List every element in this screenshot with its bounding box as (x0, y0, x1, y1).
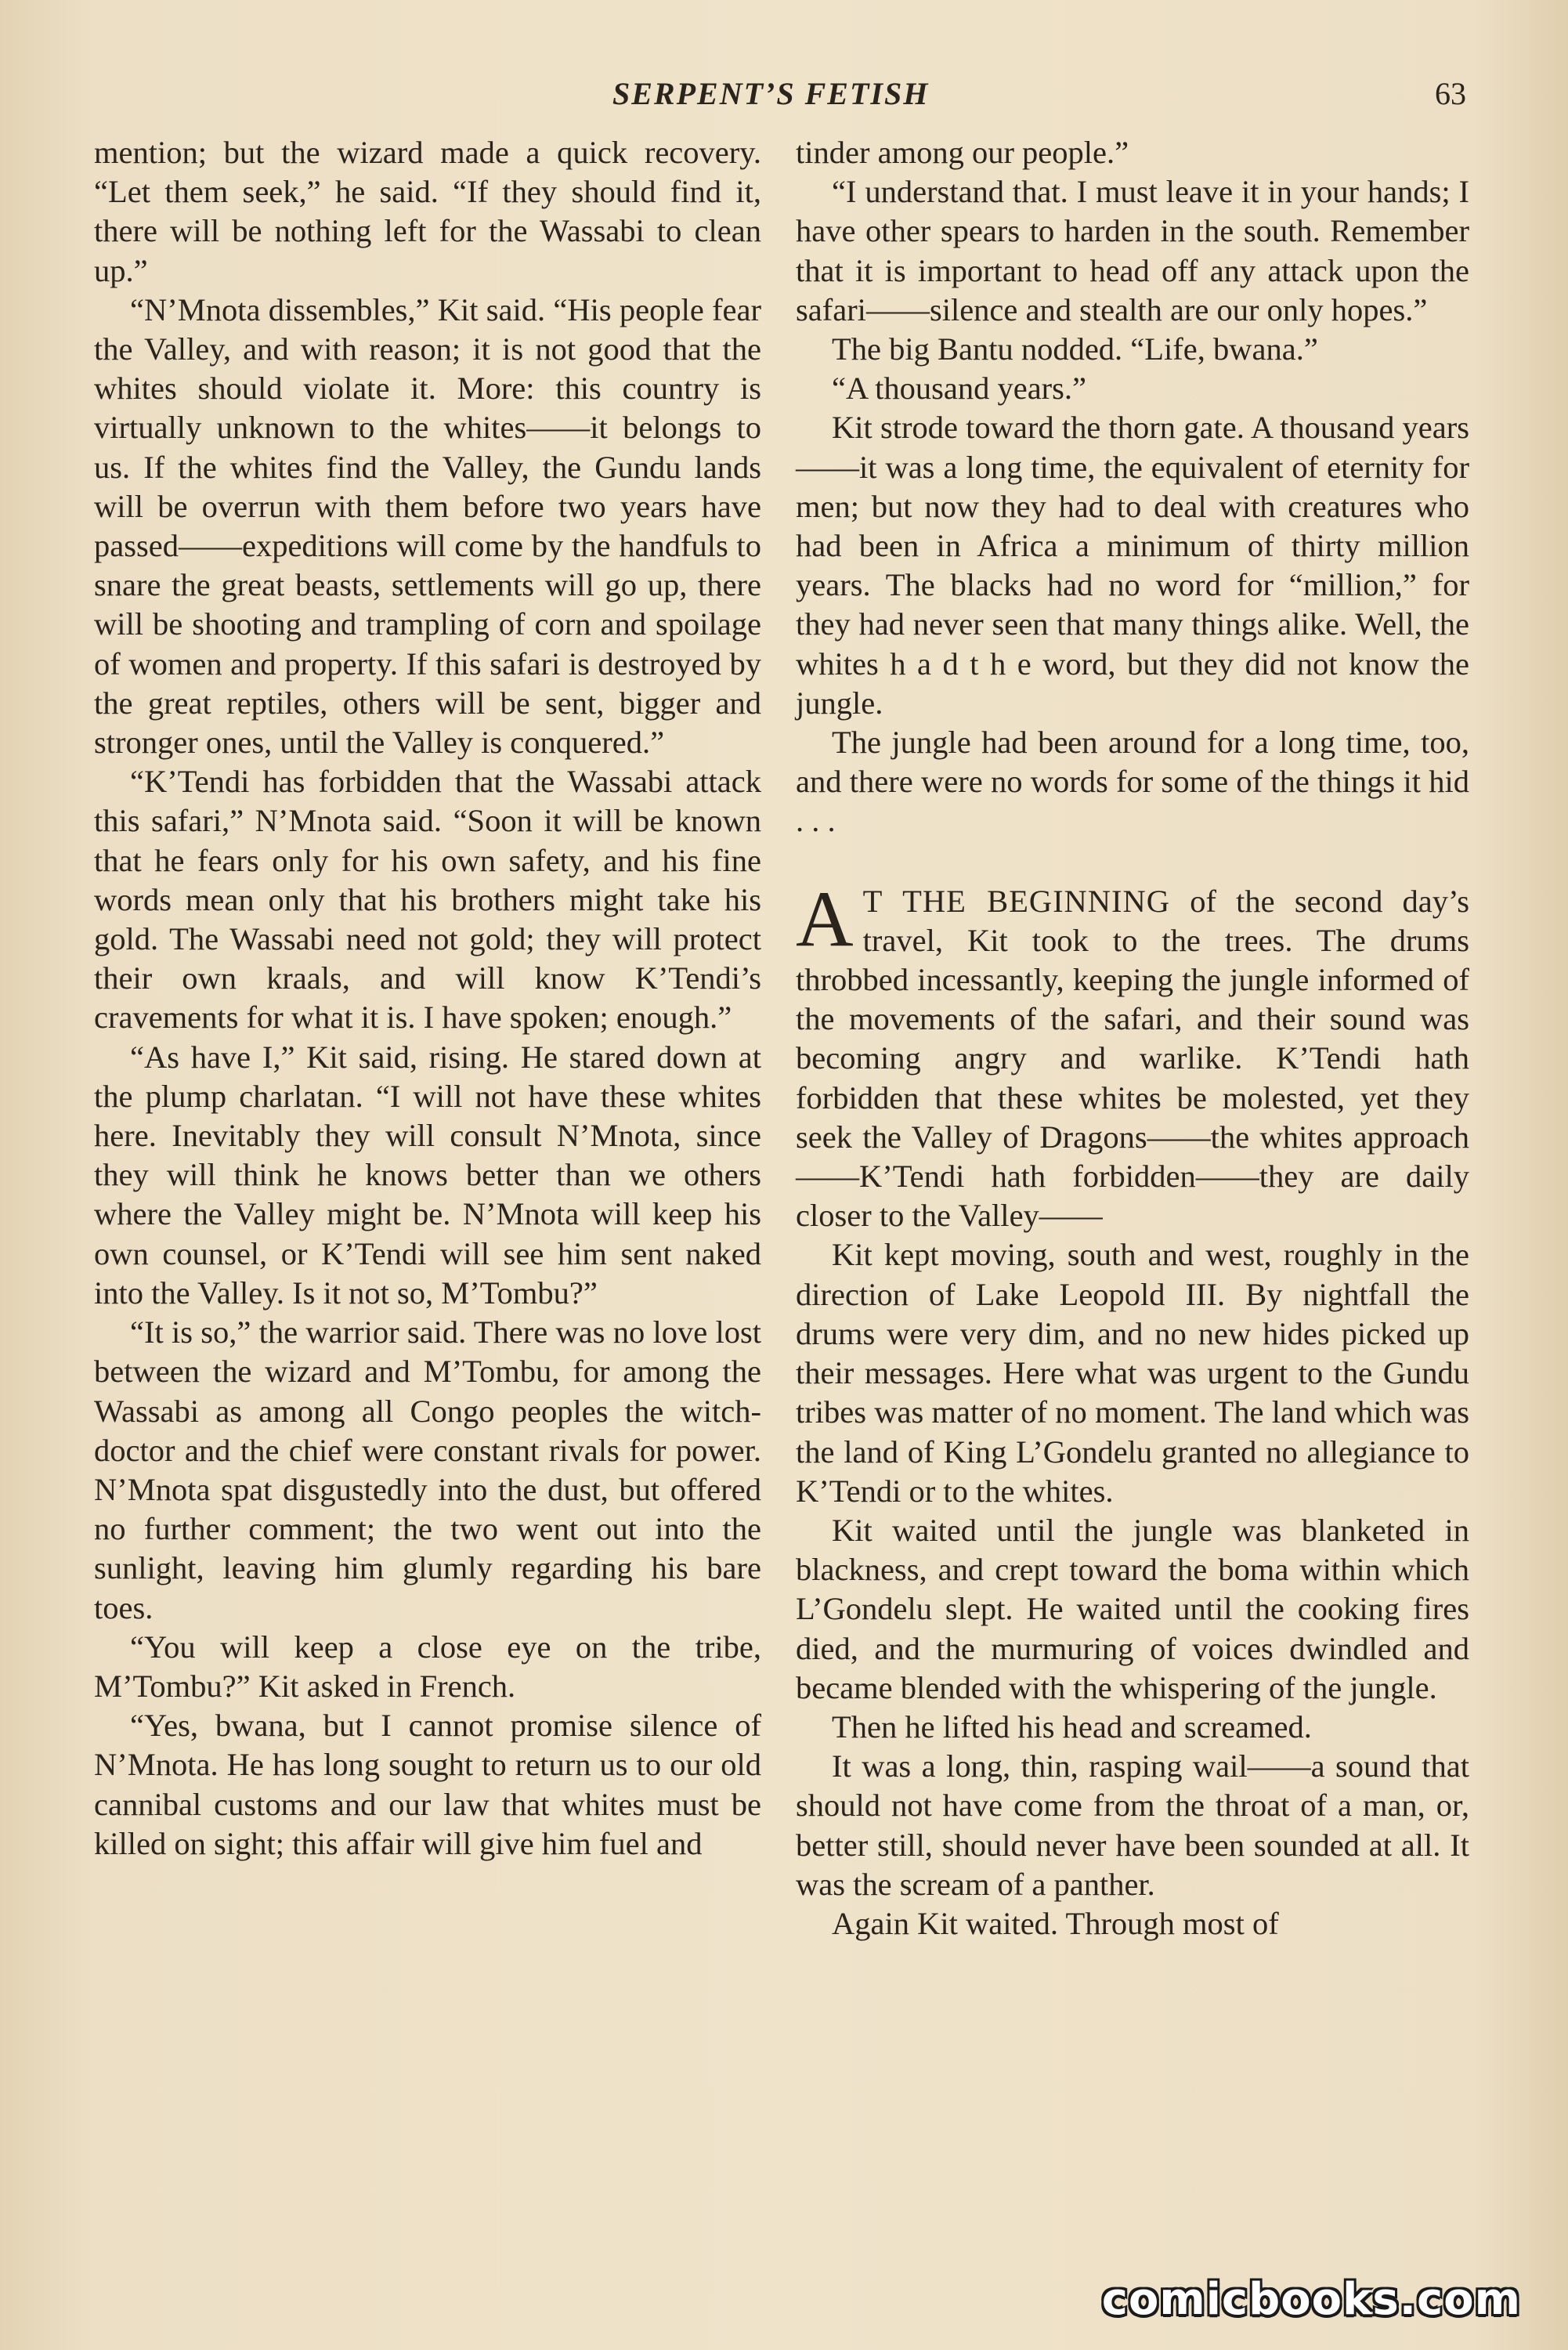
paragraph: Again Kit waited. Through most of (832, 1905, 1279, 1941)
paragraph: “As have I,” Kit said, rising. He stared down at the plump charlatan. “I will not have these whites here. Inevitably they will consult N’Mnota, since they will think he knows better than we others where the Valley might be. N’Mnota will keep his own counsel, or K’Tendi will see him sent naked into the Valley. Is it not so, M’Tombu?” (94, 1039, 761, 1311)
paragraph: Then he lifted his head and screamed. (832, 1708, 1312, 1744)
paragraph: “I understand that. I must leave it in your hands; I have other spears to harden in the south. Remember that it is important to head off any attack upon the safari——silence and stealth are our only hopes.” (796, 174, 1469, 327)
watermark: comicbooks.com (1101, 2274, 1521, 2325)
section-break (796, 841, 1469, 882)
paragraph: tinder among our people.” (796, 135, 1129, 170)
paragraph: “It is so,” the warrior said. There was no love lost between the wizard and M’Tombu, for among the Wassabi as among all Congo peoples the witch-doctor and the chief were constant rivals for power. N’Mnota spat disgustedly into the dust, but offered no further comment; the two went out into the sunlight, leaving him glumly regarding his bare toes. (94, 1314, 761, 1625)
paragraph: Kit strode toward the thorn gate. A thousand years——it was a long time, the equivalent of eternity for men; but now they had to deal with creatures who had been in Africa a minimum of thirty million years. The blacks had no word for “million,” for they had never seen that many things alike. Well, the whites h a d t h e word, but they did not know the jungle. (796, 410, 1469, 721)
right-column (796, 133, 1469, 1943)
lead-in-text: T THE BEGINNING (862, 883, 1171, 919)
paragraph: “You will keep a close eye on the tribe, M’Tombu?” Kit asked in French. (94, 1629, 761, 1704)
drop-cap: A (796, 874, 854, 964)
paragraph: The jungle had been around for a long time, too, and there were no words for some of the things it hid . . . (796, 725, 1469, 839)
running-title: SERPENT’S FETISH (612, 76, 930, 111)
paragraph: Kit kept moving, south and west, roughly in the direction of Lake Leopold III. By nightfall the drums were very dim, and no new hides picked up their messages. Here what was urgent to the Gundu tribes was matter of no moment. The land which was the land of King L’Gondelu granted no allegiance to K’Tendi or to the whites. (796, 1237, 1469, 1509)
paragraph: “N’Mnota dissembles,” Kit said. “His people fear the Valley, and with reason; it is not good that the whites should violate it. More: this country is virtually unknown to the whites——it belongs to us. If the whites find the Valley, the Gundu lands will be overrun with them before two years have passed——expeditions will come by the handfuls to snare the great beasts, settlements will go up, there will be shooting and trampling of corn and spoilage of women and property. If this safari is destroyed by the great reptiles, others will be sent, bigger and stronger ones, until the Valley is conquered.” (94, 291, 761, 761)
paragraph: The big Bantu nodded. “Life, bwana.” (832, 331, 1318, 367)
page-header (0, 75, 1568, 122)
paragraph: It was a long, thin, rasping wail——a sound that should not have come from the throat of a man, or, better still, should never have been sounded at all. It was the scream of a panther. (796, 1748, 1469, 1902)
page-number: 63 (1435, 76, 1466, 111)
paragraph: mention; but the wizard made a quick recovery. “Let them seek,” he said. “If they should find it, there will be nothing left for the Wassabi to clean up.” (94, 135, 761, 288)
paragraph: “K’Tendi has forbidden that the Wassabi attack this safari,” N’Mnota said. “Soon it will be known that he fears only for his own safety, and his fine words mean only that his brothers might take his gold. The Wassabi need not gold; they will protect their own kraals, and will know K’Tendi’s cravements for what it is. I have spoken; enough.” (94, 764, 761, 1036)
paragraph: “Yes, bwana, but I cannot promise silence of N’Mnota. He has long sought to return us to our old cannibal customs and our law that whites must be killed on sight; this affair will give him fuel and (94, 1708, 761, 1861)
paragraph-text: of the second day’s travel, Kit took to the trees. The drums throbbed incessantly, keeping the jungle informed of the movements of the safari, and their sound was becoming angry and warlike. K’Tendi hath forbidden that these whites be molested, yet they seek the Valley of Dragons——the whites approach——K’Tendi hath forbidden——they are daily closer to the Valley—— (796, 883, 1470, 1234)
paragraph: Kit waited until the jungle was blanketed in blackness, and crept toward the boma within which L’Gondelu slept. He waited until the cooking fires died, and the murmuring of voices dwindled and became blended with the whispering of the jungle. (796, 1512, 1469, 1705)
left-column (94, 133, 761, 1864)
section-opening-paragraph (796, 874, 1470, 1236)
paragraph: “A thousand years.” (832, 371, 1087, 407)
